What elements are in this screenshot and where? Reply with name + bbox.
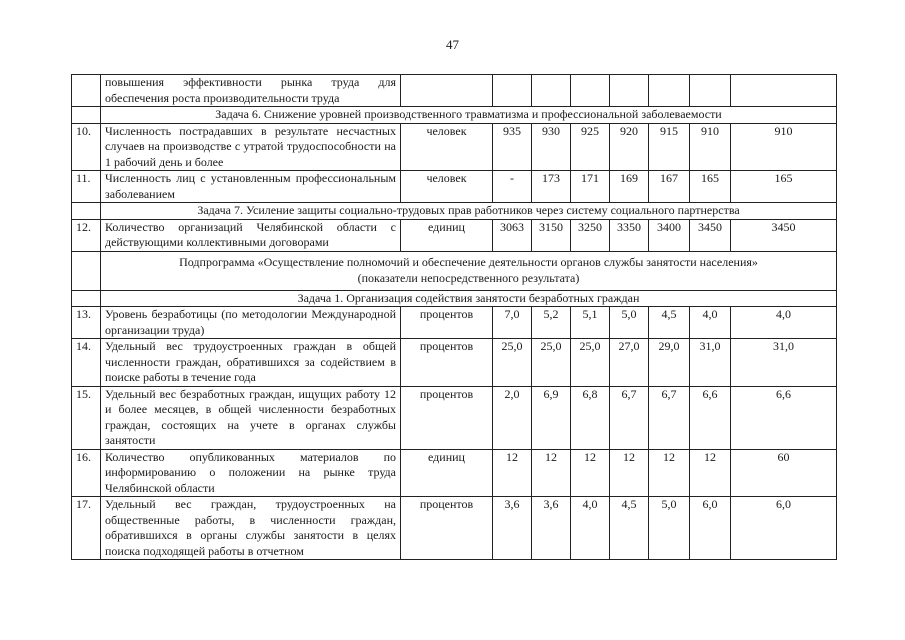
unit-cell: процентов: [401, 339, 493, 387]
value-cell: 25,0: [571, 339, 610, 387]
indicator-name: повышения эффективности рынка труда для обеспечения роста производительности труда: [101, 75, 401, 107]
value-cell: 4,5: [610, 497, 649, 560]
task-title: Задача 1. Организация содействия занятости безработных граждан: [101, 290, 837, 307]
table-row: [72, 386, 837, 449]
value-cell: 31,0: [731, 339, 837, 387]
value-cell: 3450: [731, 219, 837, 251]
value-cell: 27,0: [610, 339, 649, 387]
value-cell: 915: [649, 123, 690, 171]
value-cell: 12: [571, 449, 610, 497]
unit-cell: процентов: [401, 307, 493, 339]
indicator-name: Численность пострадавших в результате несчастных случаев на производстве с утратой трудоспособности на 1 рабочий день и более: [101, 123, 401, 171]
value-cell: 6,6: [690, 386, 731, 449]
table-row: [72, 497, 837, 560]
row-number: 11.: [72, 171, 101, 203]
subprogram-title-line1: Подпрограмма «Осуществление полномочий и обеспечение деятельности органов службы занятости населения»: [179, 255, 758, 269]
page-number: 47: [446, 37, 459, 52]
value-cell: 5,2: [532, 307, 571, 339]
value-cell: 12: [649, 449, 690, 497]
value-cell: 3,6: [532, 497, 571, 560]
indicator-name: Количество организаций Челябинской области с действующими коллективными договорами: [101, 219, 401, 251]
value-cell: 4,5: [649, 307, 690, 339]
indicator-name: Удельный вес граждан, трудоустроенных на общественные работы, в численности граждан, обратившихся в органы службы занятости в целях поиска подходящей работы в отчетном: [101, 497, 401, 560]
value-cell: 12: [493, 449, 532, 497]
value-cell: 935: [493, 123, 532, 171]
value-cell: 2,0: [493, 386, 532, 449]
value-cell: 5,0: [610, 307, 649, 339]
value-cell: 173: [532, 171, 571, 203]
value-cell: -: [493, 171, 532, 203]
row-number-cell: [72, 107, 101, 124]
value-cell: 6,6: [731, 386, 837, 449]
value-cell: 31,0: [690, 339, 731, 387]
task-header-row: [72, 203, 837, 220]
value-cell: 4,0: [690, 307, 731, 339]
row-number-cell: [72, 75, 101, 107]
task-header-row: [72, 107, 837, 124]
table-row: [72, 339, 837, 387]
value-cell: 3400: [649, 219, 690, 251]
row-number: 12.: [72, 219, 101, 251]
value-cell: [731, 75, 837, 107]
value-cell: 6,0: [731, 497, 837, 560]
value-cell: 5,1: [571, 307, 610, 339]
value-cell: 3150: [532, 219, 571, 251]
indicators-table: [71, 74, 837, 560]
value-cell: 29,0: [649, 339, 690, 387]
subprogram-title: [101, 251, 837, 290]
value-cell: 169: [610, 171, 649, 203]
value-cell: 4,0: [571, 497, 610, 560]
indicator-name: Удельный вес безработных граждан, ищущих работу 12 и более месяцев, в общей численности безработных граждан, состоящих на учете в органах службы занятости: [101, 386, 401, 449]
table-row: [72, 449, 837, 497]
row-number: 14.: [72, 339, 101, 387]
indicator-name: Уровень безработицы (по методологии Международной организации труда): [101, 307, 401, 339]
value-cell: 12: [532, 449, 571, 497]
table-row: [72, 307, 837, 339]
value-cell: 6,0: [690, 497, 731, 560]
table-row: [72, 123, 837, 171]
subprogram-title-line2: (показатели непосредственного результата): [357, 270, 580, 285]
unit-cell: человек: [401, 171, 493, 203]
value-cell: 910: [690, 123, 731, 171]
table-row: [72, 171, 837, 203]
value-cell: [493, 75, 532, 107]
value-cell: 167: [649, 171, 690, 203]
value-cell: 3350: [610, 219, 649, 251]
unit-cell: [401, 75, 493, 107]
value-cell: 5,0: [649, 497, 690, 560]
value-cell: 12: [610, 449, 649, 497]
value-cell: 3450: [690, 219, 731, 251]
value-cell: 930: [532, 123, 571, 171]
row-number-cell: [72, 203, 101, 220]
unit-cell: процентов: [401, 497, 493, 560]
value-cell: [532, 75, 571, 107]
value-cell: 3063: [493, 219, 532, 251]
row-number-cell: [72, 290, 101, 307]
task-title: Задача 7. Усиление защиты социально-трудовых прав работников через систему социального партнерства: [101, 203, 837, 220]
table-row: [72, 219, 837, 251]
indicator-name: Количество опубликованных материалов по информированию о положении на рынке труда Челябинской области: [101, 449, 401, 497]
value-cell: 6,9: [532, 386, 571, 449]
row-number: 17.: [72, 497, 101, 560]
row-number-cell: [72, 251, 101, 290]
task-title: Задача 6. Снижение уровней производственного травматизма и профессиональной заболеваемости: [101, 107, 837, 124]
value-cell: 4,0: [731, 307, 837, 339]
row-number: 10.: [72, 123, 101, 171]
unit-cell: человек: [401, 123, 493, 171]
value-cell: [571, 75, 610, 107]
value-cell: 3,6: [493, 497, 532, 560]
value-cell: 6,7: [610, 386, 649, 449]
value-cell: 12: [690, 449, 731, 497]
indicator-name: Удельный вес трудоустроенных граждан в общей численности граждан, обратившихся за содействием в поиске работы в течение года: [101, 339, 401, 387]
subprogram-header-row: [72, 251, 837, 290]
table-row-continuation: [72, 75, 837, 107]
row-number: 15.: [72, 386, 101, 449]
unit-cell: единиц: [401, 219, 493, 251]
value-cell: 920: [610, 123, 649, 171]
value-cell: 25,0: [493, 339, 532, 387]
value-cell: 25,0: [532, 339, 571, 387]
value-cell: 925: [571, 123, 610, 171]
value-cell: 165: [731, 171, 837, 203]
task-header-row: [72, 290, 837, 307]
unit-cell: процентов: [401, 386, 493, 449]
row-number: 16.: [72, 449, 101, 497]
unit-cell: единиц: [401, 449, 493, 497]
value-cell: 60: [731, 449, 837, 497]
value-cell: 165: [690, 171, 731, 203]
value-cell: 3250: [571, 219, 610, 251]
value-cell: 910: [731, 123, 837, 171]
indicator-name: Численность лиц с установленным профессиональным заболеванием: [101, 171, 401, 203]
value-cell: [690, 75, 731, 107]
value-cell: 6,8: [571, 386, 610, 449]
value-cell: 7,0: [493, 307, 532, 339]
row-number: 13.: [72, 307, 101, 339]
value-cell: 171: [571, 171, 610, 203]
value-cell: [649, 75, 690, 107]
value-cell: [610, 75, 649, 107]
value-cell: 6,7: [649, 386, 690, 449]
